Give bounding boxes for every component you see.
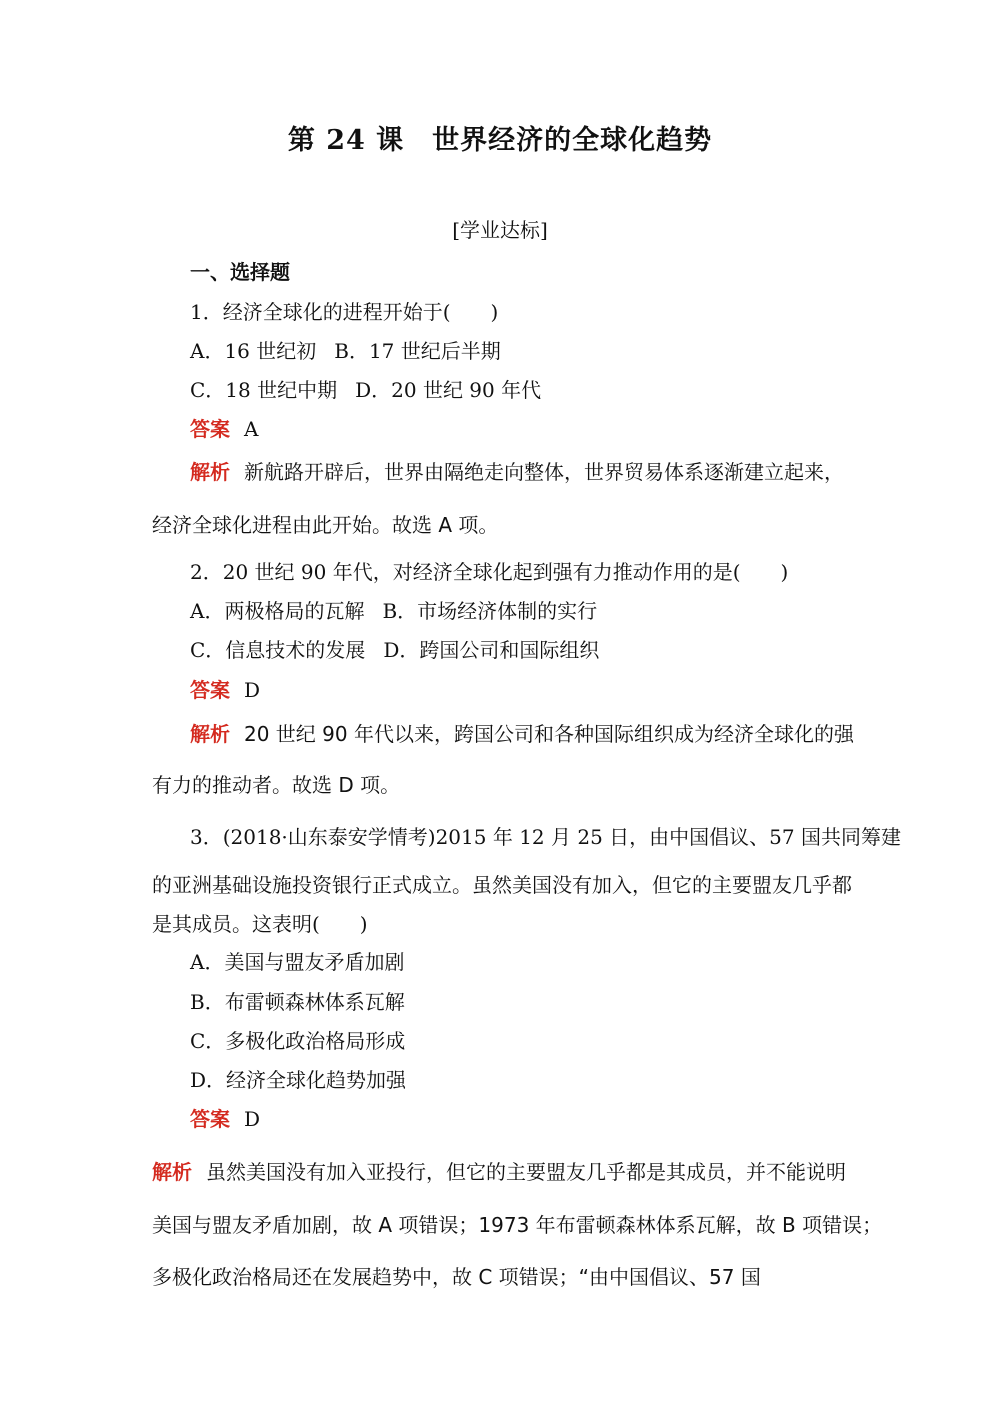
question-3-option-c: C．多极化政治格局形成: [190, 1029, 406, 1053]
lesson-title: 第 24 课 世界经济的全球化趋势: [287, 125, 713, 156]
section-tag: [学业达标]: [452, 218, 548, 242]
question-3-stem-line-3: 是其成员。这表明( ): [152, 912, 368, 936]
question-1-options-row-2: [190, 374, 541, 403]
answer-label: 答案: [190, 417, 230, 441]
question-1-answer: [190, 413, 258, 442]
question-3-stem-line-1: 3．(2018·山东泰安学情考)2015 年 12 月 25 日，由中国倡议、57 国共同筹建: [190, 825, 901, 849]
question-3-option-d: D．经济全球化趋势加强: [190, 1068, 407, 1092]
answer-value: D: [244, 1107, 261, 1131]
question-1-options-row-1: [190, 335, 501, 364]
question-2-options-row-1: [190, 595, 597, 624]
question-3-answer: [190, 1103, 260, 1132]
answer-label: 答案: [190, 1107, 230, 1131]
analysis-label: 解析: [190, 722, 230, 746]
question-1-analysis-line-2: 经济全球化进程由此开始。故选 A 项。: [152, 513, 499, 537]
question-3-analysis-line-3: 多极化政治格局还在发展趋势中，故 C 项错误；“由中国倡议、57 国: [152, 1265, 761, 1289]
question-3-stem-line-2: 的亚洲基础设施投资银行正式成立。虽然美国没有加入，但它的主要盟友几乎都: [152, 873, 852, 897]
question-2-stem: 2．20 世纪 90 年代，对经济全球化起到强有力推动作用的是( ): [190, 560, 789, 584]
question-1-option-c: C．18 世纪中期: [190, 378, 338, 402]
question-2-option-c: C．信息技术的发展: [190, 638, 366, 662]
question-2-analysis-line-2: 有力的推动者。故选 D 项。: [152, 773, 401, 797]
section-heading: 一、选择题: [190, 260, 290, 284]
question-3-option-a: A．美国与盟友矛盾加剧: [190, 950, 405, 974]
question-1-option-d: D．20 世纪 90 年代: [355, 378, 542, 402]
analysis-label: 解析: [190, 460, 230, 484]
question-2-option-b: B．市场经济体制的实行: [382, 599, 598, 623]
answer-value: A: [244, 417, 259, 441]
answer-label: 答案: [190, 678, 230, 702]
analysis-label: 解析: [152, 1160, 192, 1184]
question-1-option-a: A．16 世纪初: [190, 339, 317, 363]
question-3-option-b: B．布雷顿森林体系瓦解: [190, 990, 405, 1014]
question-2-options-row-2: [190, 634, 599, 663]
question-2-option-a: A．两极格局的瓦解: [190, 599, 365, 623]
question-1-analysis-line-1: 解析 新航路开辟后，世界由隔绝走向整体，世界贸易体系逐渐建立起来，: [190, 460, 844, 484]
question-3-analysis-line-2: 美国与盟友矛盾加剧，故 A 项错误；1973 年布雷顿森林体系瓦解，故 B 项错误；: [152, 1213, 883, 1237]
question-2-analysis-line-1: 解析 20 世纪 90 年代以来，跨国公司和各种国际组织成为经济全球化的强: [190, 722, 854, 746]
answer-value: D: [244, 678, 261, 702]
question-3-analysis-line-1: 解析 虽然美国没有加入亚投行，但它的主要盟友几乎都是其成员，并不能说明: [152, 1160, 846, 1184]
question-2-option-d: D．跨国公司和国际组织: [383, 638, 600, 662]
question-1-option-b: B．17 世纪后半期: [334, 339, 501, 363]
question-2-answer: [190, 674, 260, 703]
question-1-stem: 1．经济全球化的进程开始于( ): [190, 300, 499, 324]
